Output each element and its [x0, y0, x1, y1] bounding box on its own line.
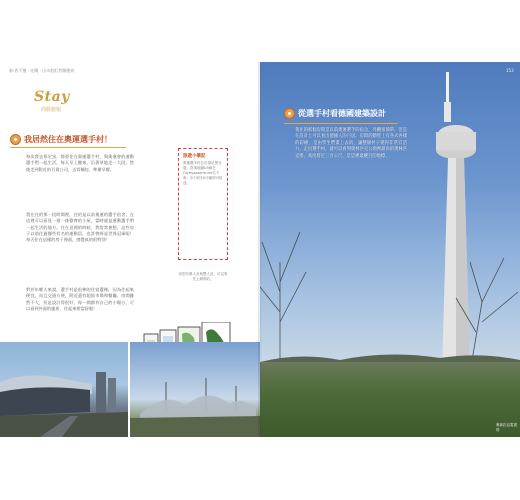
page-number: 153	[506, 68, 514, 73]
medal-icon	[284, 108, 295, 119]
bmw-welt-building-graphic	[0, 342, 128, 437]
sidebar-text-secondary: 房型有單人房與雙人房，可以事先上網預約。	[178, 272, 228, 281]
paragraph-1: 每次我去慕尼黑，都要住在奧運選手村，與奧運會的運動選手們一起生活。每天早上醒來，沿著草地走一大段，然後走到附近的百貨公司，去買麵包、準備早餐。	[26, 154, 134, 172]
title-underline	[10, 147, 126, 148]
park-lawn-photo	[260, 362, 520, 437]
stay-logo-subtitle: 尚駐旅宿	[41, 107, 62, 113]
left-section-title: 我居然住在奧運選手村！	[24, 134, 112, 144]
left-section-heading	[10, 132, 126, 146]
running-head: 新-西不獲 · 比爾 · 出木恨拒者懷德到	[9, 68, 75, 73]
olympic-stadium-roof-graphic	[130, 342, 260, 437]
right-section-title: 從選手村看德國建築設計	[298, 109, 386, 118]
paragraph-3: 對於年輕人來說，選手村是很棒的住宿選擇，因為住起來便宜，而且交通方便，附近還有超級市場和餐廳。房間雖然不大，但是設計得很好，每一間都有自己的小陽台，可以看到外面的風景，住起來相當舒服！	[26, 287, 134, 311]
right-page	[260, 62, 520, 437]
right-title-underline	[284, 123, 398, 124]
paragraph-2: 我在住的那一段時間裡，住的是以前奧運的選手宿舍，在這裡可以看見一排一排整齊的小屋，當時就是運動選手們一起生活的地方。住在這裡的時候，我常常會想，這些房子以前住過哪些有名的運動員，也許曾經是世界冠軍呢！每天住在這樣的房子裡面，感覺真的很特別！	[26, 212, 134, 243]
right-paragraph: 我住的那個房間是以前奧運選手的宿舍，外觀很簡單，但是在設計上可以看出德國人的巧思。房間的牆壁上有各式各樣的彩繪，是由學生們畫上去的，讓整個村子變得非常有活力。走出選手村，就可以看到奧林匹克公園裡最高的奧林匹克塔，高度將近三百公尺，是這裡最醒目的地標。	[295, 128, 407, 159]
book-spread	[0, 62, 520, 437]
photo-caption: 奧林匹克電視塔	[496, 423, 517, 432]
stay-logo: Stay	[34, 89, 70, 105]
olympic-stadium-photo	[130, 342, 260, 437]
medal-icon	[10, 134, 21, 145]
sidebar-text: 奧運選手村位於慕尼黑北邊，搭乘地鐵U3線在Olympiazentrum站下車，步行約10分鐘即可抵達。	[183, 161, 223, 185]
bmw-welt-photo	[0, 342, 128, 437]
book-gutter	[258, 62, 262, 437]
sidebar-note	[178, 148, 228, 260]
left-page	[0, 62, 260, 437]
right-section-heading	[284, 108, 386, 119]
sidebar-title: 旅遊小筆記	[183, 154, 206, 159]
